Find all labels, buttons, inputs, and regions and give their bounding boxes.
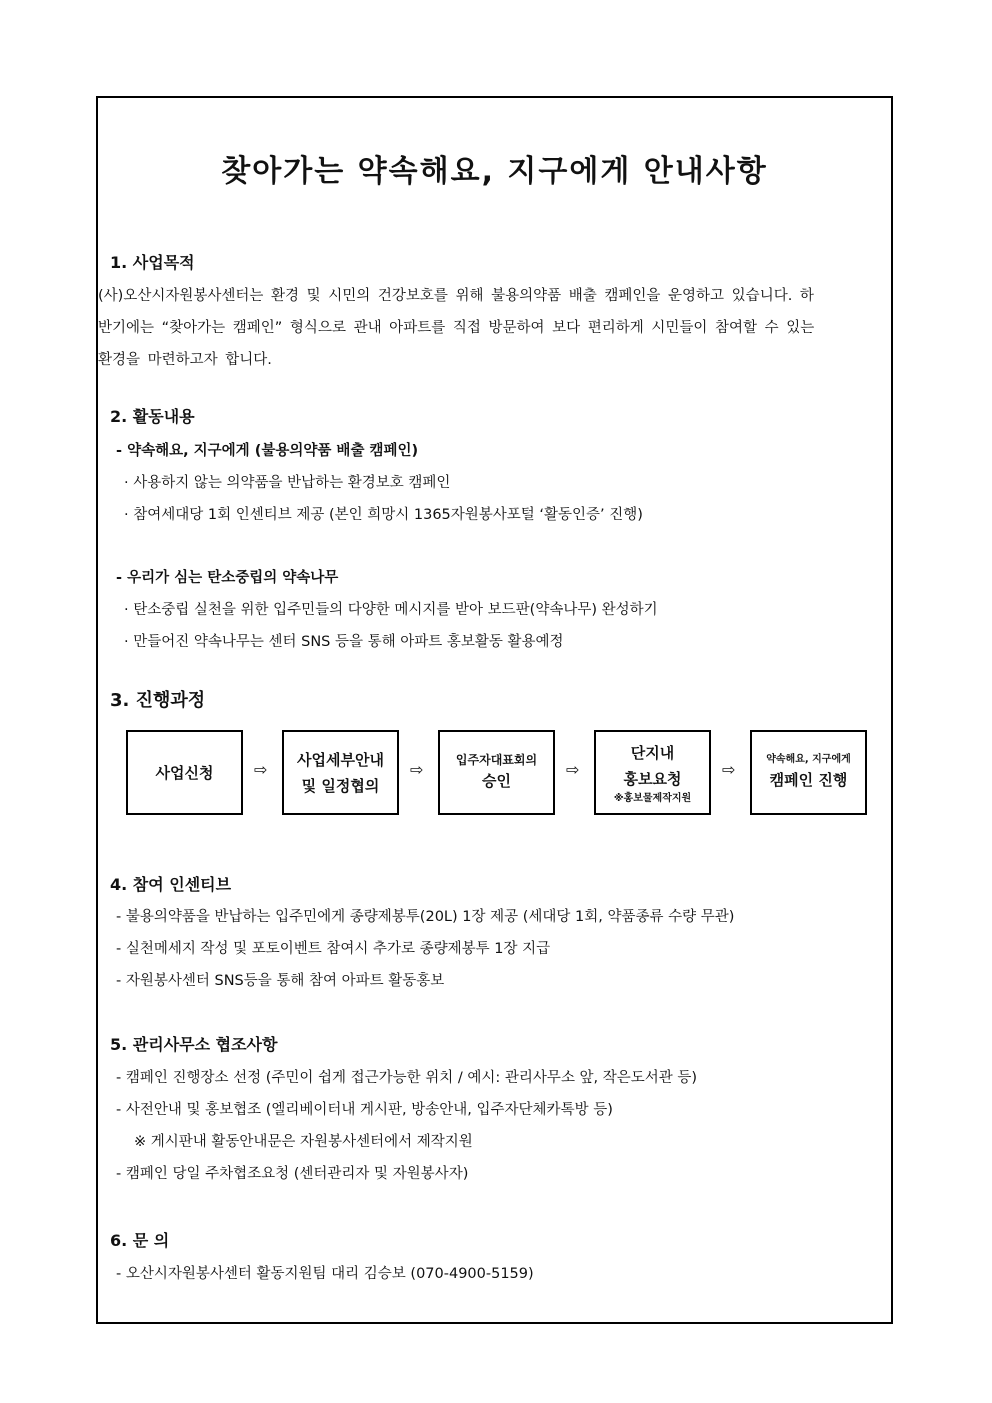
process-arrow: ⇨ [410, 760, 424, 779]
process-step-4-line-2: 홍보요청 [623, 769, 682, 788]
section-2-sub-2-item: · 만들어진 약속나무는 센터 SNS 등을 통해 아파트 홍보활동 활용예정 [124, 634, 564, 650]
section-6-heading: 6. 문 의 [110, 1231, 170, 1250]
section-5-item: - 캠페인 당일 주차협조요청 (센터관리자 및 자원봉사자) [116, 1166, 469, 1182]
process-arrow: ⇨ [722, 760, 736, 779]
section-3-heading: 3. 진행과정 [110, 690, 206, 711]
process-arrow: ⇨ [566, 760, 580, 779]
section-2-sub-1: - 약속해요, 지구에게 (불용의약품 배출 캠페인) [116, 443, 419, 459]
process-step-1 [126, 730, 243, 815]
section-4-item: - 불용의약품을 반납하는 입주민에게 종량제봉투(20L) 1장 제공 (세대당 1회, 약품종류 수량 무관) [116, 909, 735, 925]
process-step-5-line-2: 캠페인 진행 [769, 770, 848, 789]
process-step-2-line-1: 사업세부안내 [297, 750, 384, 769]
section-2-sub-2-item: · 탄소중립 실천을 위한 입주민들의 다양한 메시지를 받아 보드판(약속나무) 완성하기 [124, 602, 658, 618]
section-1-line-3: 환경을 마련하고자 합니다. [98, 352, 272, 368]
section-5-heading: 5. 관리사무소 협조사항 [110, 1035, 278, 1054]
section-4-item: - 자원봉사센터 SNS등을 통해 참여 아파트 활동홍보 [116, 973, 445, 989]
section-2-sub-2: - 우리가 심는 탄소중립의 약속나무 [116, 570, 339, 586]
document-frame [96, 96, 893, 1324]
process-step-3-line-1: 입주자대표회의 [455, 752, 538, 767]
process-step-5-line-1: 약속해요, 지구에게 [766, 753, 851, 765]
section-5-note: ※ 게시판내 활동안내문은 자원봉사센터에서 제작지원 [134, 1134, 473, 1150]
document-title: 찾아가는 약속해요, 지구에게 안내사항 [221, 154, 768, 189]
section-1-line-2: 반기에는 “찾아가는 캠페인” 형식으로 관내 아파트를 직접 방문하여 보다 편리하게 시민들이 참여할 수 있는 [98, 320, 815, 336]
process-step-4-line-1: 단지내 [630, 743, 675, 762]
process-step-1-label: 사업신청 [155, 763, 214, 782]
process-step-2-line-2: 및 일정협의 [301, 776, 380, 795]
process-step-3 [438, 730, 555, 815]
section-2-heading: 2. 활동내용 [110, 407, 195, 426]
process-step-4-note: ※홍보물제작지원 [613, 792, 692, 804]
section-1-line-1: (사)오산시자원봉사센터는 환경 및 시민의 건강보호를 위해 불용의약품 배출 캠페인을 운영하고 있습니다. 하 [98, 288, 814, 304]
section-6-item: - 오산시자원봉사센터 활동지원팀 대리 김승보 (070-4900-5159) [116, 1266, 534, 1282]
section-4-item: - 실천메세지 작성 및 포토이벤트 참여시 추가로 종량제봉투 1장 지급 [116, 941, 551, 957]
process-arrow: ⇨ [254, 760, 268, 779]
process-step-3-line-2: 승인 [482, 771, 511, 790]
process-step-2 [282, 730, 399, 815]
section-2-sub-1-item: · 사용하지 않는 의약품을 반납하는 환경보호 캠페인 [124, 475, 451, 491]
section-1-heading: 1. 사업목적 [110, 253, 195, 272]
process-step-5 [750, 730, 867, 815]
section-4-heading: 4. 참여 인센티브 [110, 875, 232, 894]
section-5-item: - 캠페인 진행장소 선정 (주민이 쉽게 접근가능한 위치 / 예시: 관리사무소 앞, 작은도서관 등) [116, 1070, 698, 1086]
section-2-sub-1-item: · 참여세대당 1회 인센티브 제공 (본인 희망시 1365자원봉사포털 ‘활동인증’ 진행) [124, 507, 643, 523]
section-5-item: - 사전안내 및 홍보협조 (엘리베이터내 게시판, 방송안내, 입주자단체카톡방 등) [116, 1102, 613, 1118]
process-step-4 [594, 730, 711, 815]
